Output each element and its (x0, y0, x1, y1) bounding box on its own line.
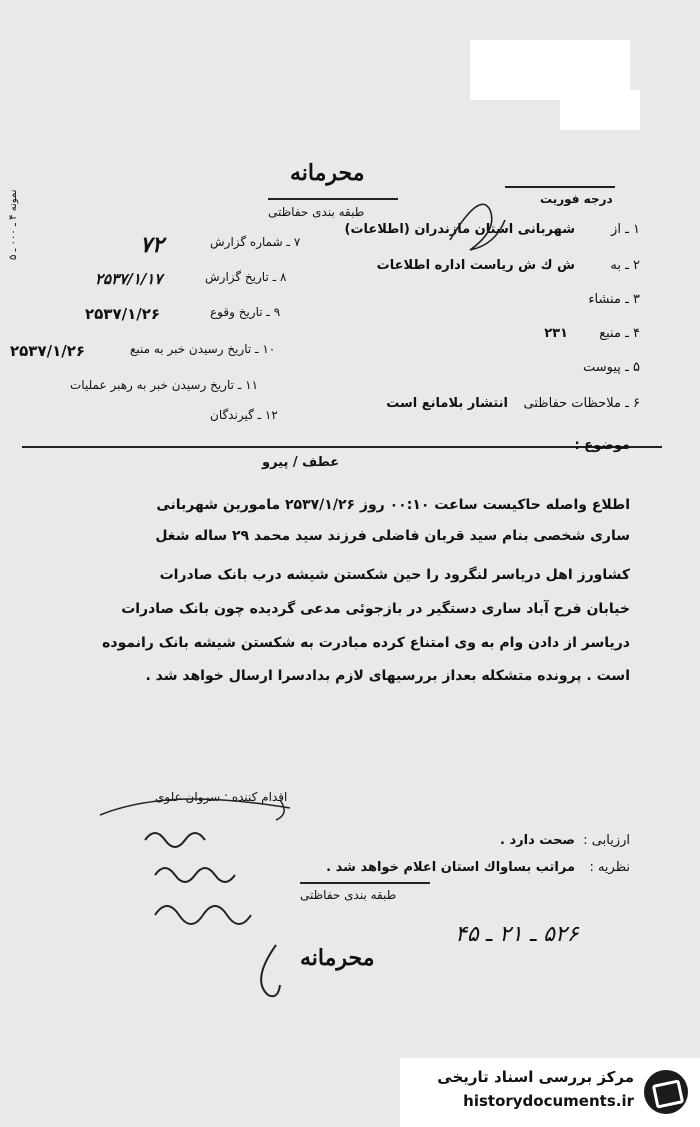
subject-label: موضوع : (574, 438, 630, 453)
field-attachment-label: ۵ ـ پیوست (583, 360, 640, 375)
archive-logo-icon (644, 1070, 688, 1114)
field-notes-label: ۶ ـ ملاحظات حفاظتی (523, 396, 640, 411)
field-recipients-label: ۱۲ ـ گیرندگان (210, 408, 278, 422)
handwritten-mark (248, 940, 288, 1000)
opinion-value: مراتب بساواك استان اعلام خواهد شد . (326, 860, 575, 875)
divider (268, 198, 398, 200)
divider (505, 186, 615, 188)
field-notes-value: انتشار بلامانع است (386, 396, 508, 411)
field-report-no-value: ۷۲ (140, 232, 164, 258)
bottom-number: ۵۲۶ ـ ۲۱ ـ ۴۵ (455, 922, 579, 947)
evaluation-value: صحت دارد . (500, 833, 575, 848)
field-news-source-label: ۱۰ ـ تاریخ رسیدن خبر به منبع (130, 342, 276, 356)
action-officer: اقدام کننده : سروان علوی (155, 790, 288, 804)
watermark-banner (400, 1058, 700, 1127)
classification-label: طبقه بندی حفاظتی (268, 205, 365, 219)
evaluation-label: ارزیابی : (583, 833, 630, 848)
field-to-value: ش ك ش ریاست اداره اطلاعات (376, 258, 575, 273)
body-line: است . پرونده متشکله بعداز بررسیهای لازم بدادسرا ارسال خواهد شد . (145, 668, 630, 684)
divider (300, 882, 430, 884)
opinion-label: نظریه : (589, 860, 630, 875)
body-line: دریاسر از دادن وام به وی امتناع کرده مبادرت به شکستن شیشه بانک رانموده (102, 635, 630, 651)
field-from-label: ۱ ـ از (611, 222, 640, 237)
classification-bottom: طبقه بندی حفاظتی (300, 888, 397, 902)
bottom-title: محرمانه (300, 945, 375, 971)
field-occur-date-label: ۹ ـ تاریخ وقوع (210, 305, 281, 319)
field-report-date-value: ۲۵۳۷/۱/۱۷ (95, 270, 163, 288)
field-news-leader-label: ۱۱ ـ تاریخ رسیدن خبر به رهبر عملیات (70, 378, 259, 392)
field-source-value: ۲۳۱ (544, 326, 568, 341)
handwritten-mark (440, 180, 520, 260)
body-line: ساری شخصی بنام سید قربان فاضلی فرزند سید محمد ۲۹ ساله شغل (155, 528, 630, 544)
field-news-source-value: ۲۵۳۷/۱/۲۶ (10, 342, 86, 360)
header-separator (22, 446, 662, 448)
paper-blemish (560, 90, 640, 130)
body-line: کشاورز اهل دریاسر لنگرود را حین شکستن شیشه درب بانک صادرات (159, 567, 630, 583)
field-origin-label: ۳ ـ منشاء (588, 292, 640, 307)
field-source-label: ۴ ـ منبع (599, 326, 640, 341)
field-report-no-label: ۷ ـ شماره گزارش (210, 235, 301, 249)
field-from-value: شهربانی استان مازندران (اطلاعات) (344, 222, 575, 237)
field-report-date-label: ۸ ـ تاریخ گزارش (205, 270, 287, 284)
doc-title: محرمانه (290, 160, 365, 186)
body-line: خیابان فرح آباد ساری دستگیر در بازجوئی مدعی گردیده چون بانک صادرات (121, 601, 630, 617)
handwritten-note (150, 850, 250, 890)
urgency-label: درجه فوریت (540, 192, 613, 206)
field-occur-date-value: ۲۵۳۷/۱/۲۶ (85, 305, 161, 323)
handwritten-note (150, 890, 270, 930)
reference-label: عطف / پیرو (262, 455, 340, 470)
watermark-org: مرکز بررسی اسناد تاریخی (437, 1068, 634, 1086)
watermark-url: historydocuments.ir (463, 1092, 634, 1110)
body-line: اطلاع واصله حاکیست ساعت ۰۰:۱۰ روز ۲۵۳۷/۱/۲۶ مامورین شهربانی (156, 497, 630, 513)
margin-note: نمونه ۴ ـ ۰۰۰ ـ ۵ (8, 189, 19, 260)
field-to-label: ۲ ـ به (610, 258, 640, 273)
